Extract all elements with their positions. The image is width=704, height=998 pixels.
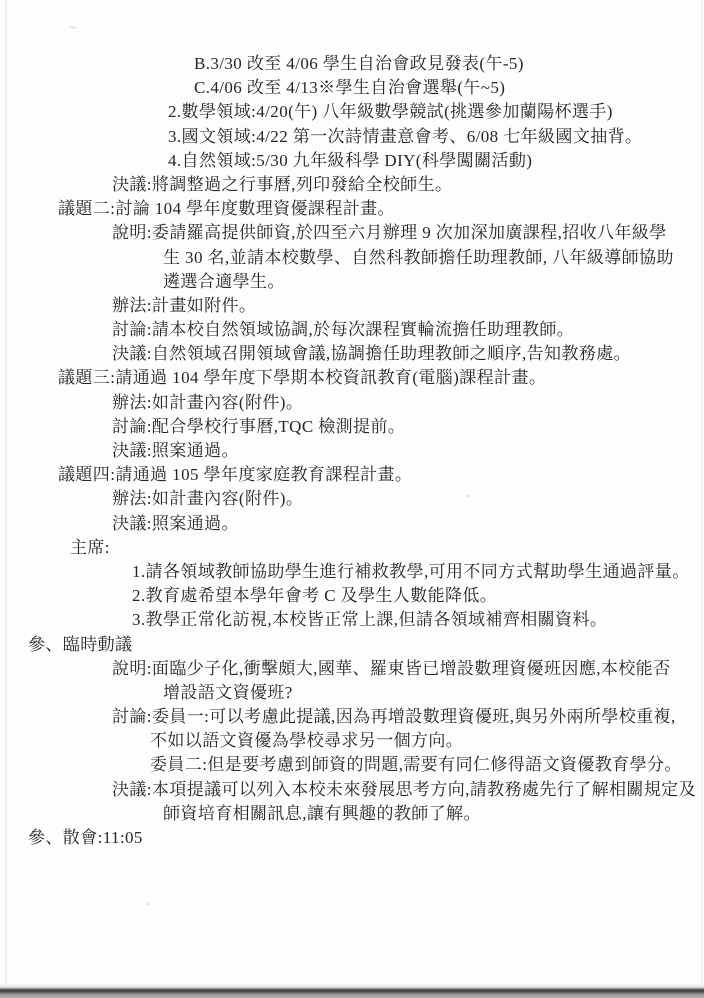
document-line: [0, 100, 704, 124]
document-line: [0, 342, 704, 366]
line-text: 3.教學正常化訪視,本校皆正常上課,但請各領域補齊相關資料。: [132, 610, 608, 630]
document-line: [0, 221, 704, 245]
line-text: 參、臨時動議: [28, 634, 133, 654]
line-text: 議題四:請通過 105 學年度家庭教育課程計畫。: [58, 465, 413, 485]
document-line: [0, 681, 704, 705]
document-body: [0, 52, 704, 850]
line-text: 討論:請本校自然領域協調,於每次課程實輪流擔任助理教師。: [112, 320, 575, 340]
document-line: [0, 705, 704, 729]
line-text: 決議:本項提議可以列入本校未來發展思考方向,請教務處先行了解相關規定及: [112, 779, 696, 799]
line-text: 主席:: [70, 537, 110, 557]
document-line: [0, 415, 704, 439]
scan-edge-bottom: [0, 983, 704, 998]
scan-speck: [146, 903, 149, 905]
document-line: [0, 246, 704, 270]
document-line: [0, 802, 704, 826]
line-text: 不如以語文資優為學校尋求另一個方向。: [150, 731, 464, 751]
line-text: 3.國文領域:4/22 第一次詩情畫意會考、6/08 七年級國文抽背。: [168, 126, 643, 146]
document-line: [0, 512, 704, 536]
line-text: 說明:面臨少子化,衝擊頗大,國華、羅東皆已增設數理資優班因應,本校能否: [112, 658, 671, 678]
document-line: [0, 753, 704, 777]
line-text: 辦法:計畫如附件。: [112, 295, 257, 315]
document-line: [0, 826, 704, 850]
document-line: [0, 197, 704, 221]
line-text: 決議:自然領域召開領域會議,協調擔任助理教師之順序,告知教務處。: [112, 344, 632, 364]
line-text: C.4/06 改至 4/13※學生自治會選舉(午~5): [194, 78, 506, 98]
line-text: 參、散會:11:05: [28, 828, 143, 847]
document-line: [0, 778, 704, 802]
line-text: 4.自然領域:5/30 九年級科學 DIY(科學闖關活動): [168, 150, 533, 170]
document-line: [0, 125, 704, 149]
document-line: [0, 76, 704, 100]
document-line: [0, 584, 704, 608]
line-text: 辦法:如計畫內容(附件)。: [112, 489, 304, 509]
document-line: [0, 729, 704, 753]
line-text: 議題二:討論 104 學年度數理資優課程計畫。: [58, 199, 395, 219]
line-text: 決議:將調整過之行事曆,列印發給全校師生。: [112, 174, 453, 194]
line-text: 2.數學領域:4/20(午) 八年級數學競試(挑選參加蘭陽杯選手): [168, 102, 613, 122]
line-text: 議題三:請通過 104 學年度下學期本校資訊教育(電腦)課程計畫。: [58, 368, 547, 388]
line-text: 1.請各領域教師協助學生進行補救教學,可用不同方式幫助學生通過評量。: [132, 561, 690, 581]
line-text: 說明:委請羅高提供師資,於四至六月辦理 9 次加深加廣課程,招收八年級學: [112, 223, 667, 243]
line-text: 2.教育處希望本學年會考 C 及學生人數能降低。: [132, 586, 498, 606]
line-text: 委員二:但是要考慮到師資的問題,需要有同仁修得語文資優教育學分。: [150, 755, 682, 775]
line-text: B.3/30 改至 4/06 學生自治會政見發表(午-5): [194, 54, 524, 73]
line-text: 遴選合適學生。: [163, 271, 285, 291]
line-text: 增設語文資優班?: [163, 682, 293, 702]
document-line: [0, 318, 704, 342]
document-line: [0, 657, 704, 681]
line-text: 決議:照案通過。: [112, 513, 239, 533]
line-text: 辦法:如計畫內容(附件)。: [112, 392, 304, 412]
scan-speck: [70, 25, 78, 30]
document-line: [0, 366, 704, 390]
line-text: 討論:配合學校行事曆,TQC 檢測提前。: [112, 416, 406, 436]
document-line: [0, 294, 704, 318]
line-text: 討論:委員一:可以考慮此提議,因為再增設數理資優班,與另外兩所學校重複,: [112, 707, 676, 727]
document-line: [0, 487, 704, 511]
document-line: [0, 149, 704, 173]
line-text: 師資培育相關訊息,讓有興趣的教師了解。: [163, 803, 481, 823]
line-text: 決議:照案通過。: [112, 441, 239, 460]
document-line: [0, 463, 704, 487]
document-line: [0, 173, 704, 197]
document-line: [0, 270, 704, 294]
line-text: 生 30 名,並請本校數學、自然科教師擔任助理教師, 八年級導師協助: [163, 247, 674, 267]
document-line: [0, 560, 704, 584]
document-line: [0, 439, 704, 463]
document-line: [0, 391, 704, 415]
document-line: [0, 633, 704, 657]
document-line: [0, 536, 704, 560]
document-line: [0, 608, 704, 632]
document-line: [0, 52, 704, 76]
